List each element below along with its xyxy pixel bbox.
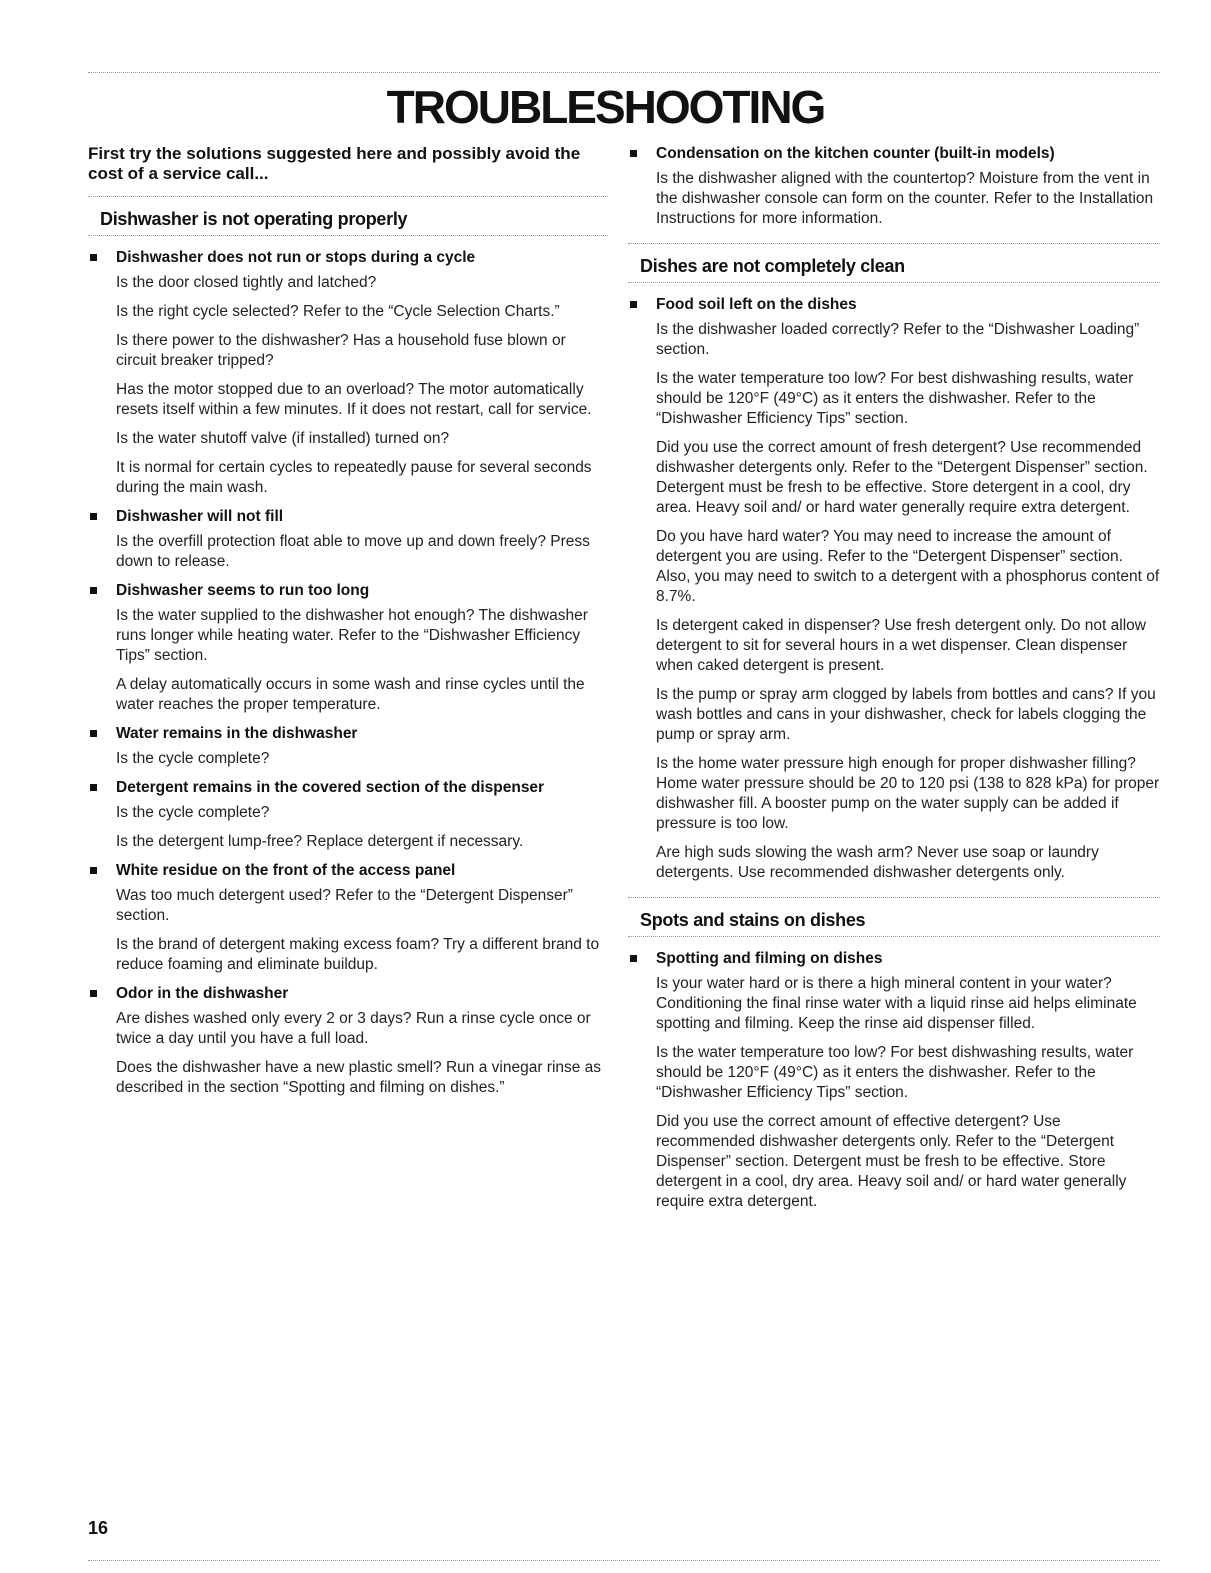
problem-heading: Dishwasher will not fill [116,508,284,525]
bottom-divider [88,1560,1160,1561]
solution-text: Is the cycle complete? [116,804,270,821]
bullet-icon [630,301,637,308]
problem-heading: Detergent remains in the covered section of the dispenser [116,779,545,796]
solution-text: Is there power to the dishwasher? Has a household fuse blown or circuit breaker tripped? [116,332,566,369]
solution-text: Is the water temperature too low? For best dishwashing results, water should be 120°F (49°C) as it enters the dishwasher. Refer to the “Dishwasher Efficiency Tips” section. [656,1044,1134,1101]
page-title: TROUBLESHOOTING [386,81,825,133]
bullet-icon [90,254,97,261]
solution-text: Is the dishwasher loaded correctly? Refer to the “Dishwasher Loading” section. [656,321,1140,358]
bullet-icon [90,587,97,594]
troubleshoot-item [88,507,608,572]
troubleshoot-item [88,724,608,769]
solution-text: Is the right cycle selected? Refer to the “Cycle Selection Charts.” [116,303,560,320]
solution-text: Is the dishwasher aligned with the countertop? Moisture from the vent in the dishwasher console can form on the counter. Refer to the Installation Instructions for more information. [656,170,1154,227]
problem-heading: Dishwasher does not run or stops during a cycle [116,249,476,266]
solution-text: Was too much detergent used? Refer to the “Detergent Dispenser” section. [116,887,573,924]
problem-heading: White residue on the front of the access panel [116,862,456,879]
page-number: 16 [88,1518,109,1538]
solution-text: Does the dishwasher have a new plastic smell? Run a vinegar rinse as described in the section “Spotting and filming on dishes.” [116,1059,602,1096]
solution-text: Is the water supplied to the dishwasher hot enough? The dishwasher runs longer while heating water. Refer to the “Dishwasher Efficiency Tips” section. [116,607,588,664]
solution-text: Is the door closed tightly and latched? [116,274,377,291]
bullet-icon [90,990,97,997]
troubleshoot-item [88,581,608,715]
troubleshoot-item [88,861,608,975]
troubleshoot-item [88,248,608,498]
solution-text: Are dishes washed only every 2 or 3 days? Run a rinse cycle once or twice a day until you have a full load. [116,1010,591,1047]
solution-text: Is the pump or spray arm clogged by labels from bottles and cans? If you wash bottles and cans in your dishwasher, check for labels clogging the pump or spray arm. [656,686,1156,743]
solution-text: Did you use the correct amount of effective detergent? Use recommended dishwasher detergents only. Refer to the “Detergent Dispenser” section. Detergent must be fresh to be effective. Store detergent in a cool, dry area. Heavy soil and/ or hard water generally require extra detergent. [656,1113,1127,1210]
solution-text: Has the motor stopped due to an overload? The motor automatically resets itself within a few minutes. If it does not restart, call for service. [116,381,592,418]
solution-text: Is the overfill protection float able to move up and down freely? Press down to release. [116,533,590,570]
troubleshoot-item [88,984,608,1098]
bullet-icon [630,955,637,962]
left-sections [88,197,608,1098]
problem-heading: Condensation on the kitchen counter (built-in models) [656,145,1055,162]
intro-text: First try the solutions suggested here and possibly avoid the cost of a service call... [88,144,608,197]
troubleshoot-item [628,144,1160,229]
problem-heading: Odor in the dishwasher [116,985,289,1002]
troubleshoot-item [628,295,1160,883]
section [88,197,608,1098]
solution-text: Do you have hard water? You may need to increase the amount of detergent you are using. Refer to the “Detergent Dispenser” section. Also, you may need to switch to a detergent with a phosphorus content of 8.7%. [656,528,1160,605]
solution-text: Are high suds slowing the wash arm? Never use soap or laundry detergents. Use recommended dishwasher detergents only. [656,844,1099,881]
section [628,897,1160,1212]
solution-text: Is the detergent lump-free? Replace detergent if necessary. [116,833,524,850]
solution-text: Is the brand of detergent making excess foam? Try a different brand to reduce foaming and eliminate buildup. [116,936,600,973]
bullet-icon [90,784,97,791]
condensation-item [628,144,1160,229]
section [628,243,1160,883]
problem-heading: Food soil left on the dishes [656,296,857,313]
bullet-icon [90,867,97,874]
solution-text: Is detergent caked in dispenser? Use fresh detergent only. Do not allow detergent to sit for several hours in a wet dispenser. Clean dispenser when caked detergent is present. [656,617,1146,674]
solution-text: Did you use the correct amount of fresh detergent? Use recommended dishwasher detergents only. Refer to the “Detergent Dispenser” section. Detergent must be fresh to be effective. Store detergent in a cool, dry area. Heavy soil and/ or hard water generally require extra detergent. [656,439,1148,516]
bullet-icon [90,730,97,737]
solution-text: It is normal for certain cycles to repeatedly pause for several seconds during the main wash. [116,459,592,496]
troubleshoot-item [88,778,608,852]
bullet-icon [90,513,97,520]
top-divider [88,72,1160,73]
solution-text: Is the home water pressure high enough for proper dishwasher filling? Home water pressure should be 20 to 120 psi (138 to 828 kPa) for proper dishwasher fill. A booster pump on the water supply can be added if pressure is too low. [656,755,1160,832]
problem-heading: Water remains in the dishwasher [116,725,358,742]
section-title: Dishes are not completely clean [628,244,1160,283]
solution-text: Is the cycle complete? [116,750,270,767]
solution-text: Is the water temperature too low? For best dishwashing results, water should be 120°F (49°C) as it enters the dishwasher. Refer to the “Dishwasher Efficiency Tips” section. [656,370,1134,427]
bullet-icon [630,150,637,157]
section-title: Spots and stains on dishes [628,898,1160,937]
solution-text: Is the water shutoff valve (if installed) turned on? [116,430,450,447]
section-title: Dishwasher is not operating properly [88,197,608,236]
left-column [88,144,608,1107]
problem-heading: Spotting and filming on dishes [656,950,883,967]
troubleshoot-item [628,949,1160,1212]
right-column [628,144,1160,1221]
right-sections [628,243,1160,1212]
problem-heading: Dishwasher seems to run too long [116,582,370,599]
solution-text: A delay automatically occurs in some wash and rinse cycles until the water reaches the proper temperature. [116,676,585,713]
solution-text: Is your water hard or is there a high mineral content in your water? Conditioning the final rinse water with a liquid rinse aid helps eliminate spotting and filming. Keep the rinse aid dispenser filled. [656,975,1137,1032]
